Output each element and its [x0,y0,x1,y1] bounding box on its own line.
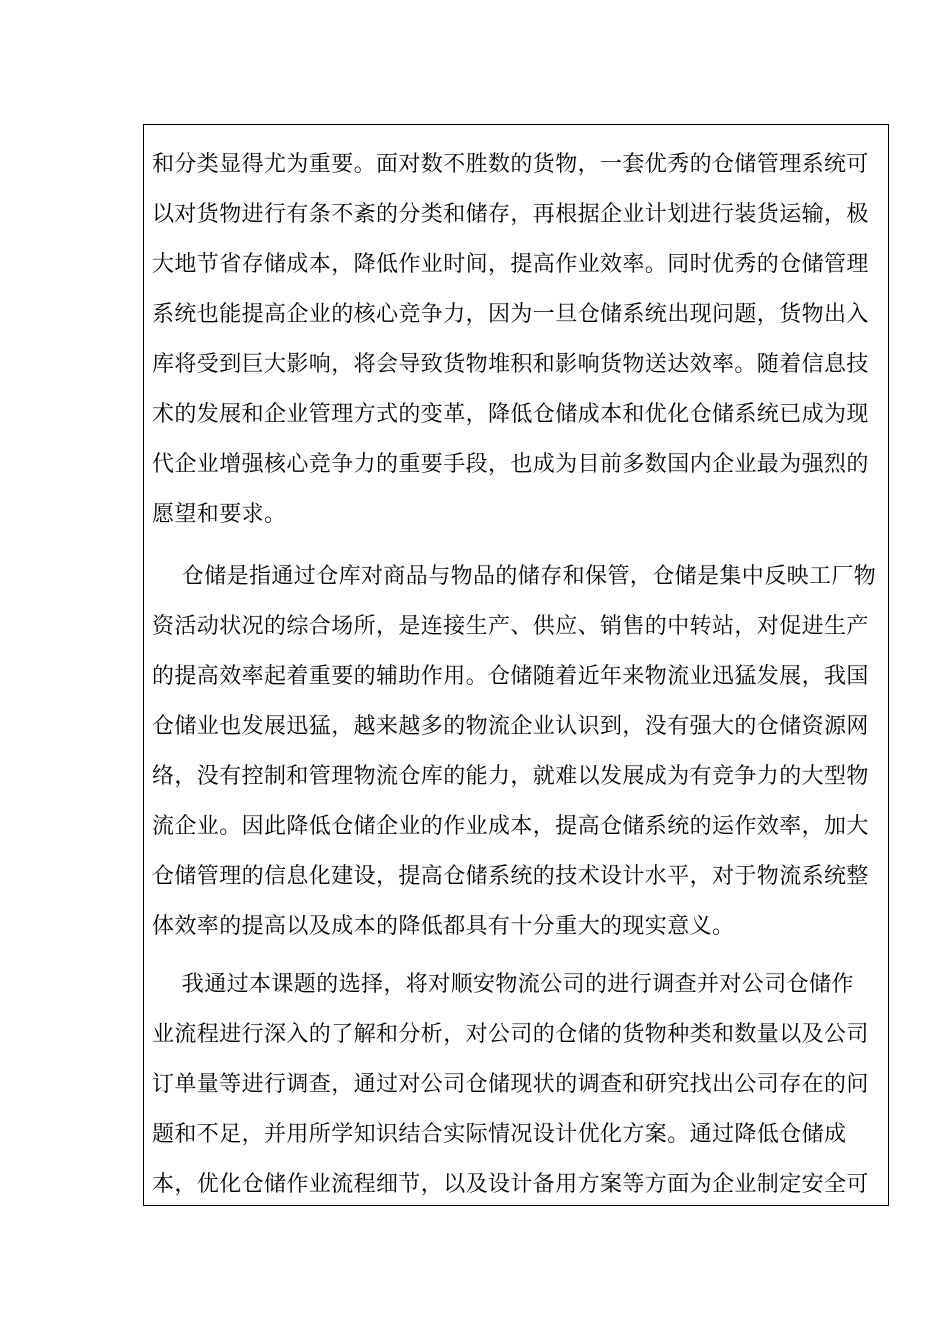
text-line: 的提高效率起着重要的辅助作用。仓储随着近年来物流业迅猛发展，我国 [152,664,869,689]
text-line: 仓储管理的信息化建设，提高仓储系统的技术设计水平，对于物流系统整 [152,864,869,889]
document-frame [143,124,889,1206]
text-line: 仓储业也发展迅猛，越来越多的物流企业认识到，没有强大的仓储资源网 [152,714,869,739]
text-line: 大地节省存储成本，降低作业时间，提高作业效率。同时优秀的仓储管理 [152,252,869,277]
text-line: 术的发展和企业管理方式的变革，降低仓储成本和优化仓储系统已成为现 [152,402,869,427]
text-line: 络，没有控制和管理物流仓库的能力，就难以发展成为有竞争力的大型物 [152,764,869,789]
text-line: 系统也能提高企业的核心竞争力，因为一旦仓储系统出现问题，货物出入 [152,302,869,327]
text-line: 以对货物进行有条不紊的分类和储存，再根据企业计划进行装货运输，极 [152,202,869,227]
text-line: 业流程进行深入的了解和分析，对公司的仓储的货物种类和数量以及公司 [152,1022,869,1047]
text-line: 我通过本课题的选择，将对顺安物流公司的进行调查并对公司仓储作 [152,972,854,997]
text-line: 和分类显得尤为重要。面对数不胜数的货物，一套优秀的仓储管理系统可 [152,152,869,177]
text-line: 题和不足，并用所学知识结合实际情况设计优化方案。通过降低仓储成 [152,1122,847,1147]
text-line: 体效率的提高以及成本的降低都具有十分重大的现实意义。 [152,914,735,939]
text-line: 订单量等进行调查，通过对公司仓储现状的调查和研究找出公司存在的问 [152,1072,869,1097]
text-line: 库将受到巨大影响，将会导致货物堆积和影响货物送达效率。随着信息技 [152,352,869,377]
text-line: 流企业。因此降低仓储企业的作业成本，提高仓储系统的运作效率，加大 [152,814,869,839]
paragraph-1 [152,140,869,540]
text-line: 愿望和要求。 [152,502,287,527]
paragraph-2 [152,552,876,952]
text-line: 本，优化仓储作业流程细节，以及设计备用方案等方面为企业制定安全可 [152,1172,869,1197]
text-line: 资活动状况的综合场所，是连接生产、供应、销售的中转站，对促进生产 [152,614,869,639]
paragraph-3 [152,960,869,1206]
text-line: 代企业增强核心竞争力的重要手段，也成为目前多数国内企业最为强烈的 [152,452,869,477]
text-line: 仓储是指通过仓库对商品与物品的储存和保管，仓储是集中反映工厂物 [152,564,877,589]
